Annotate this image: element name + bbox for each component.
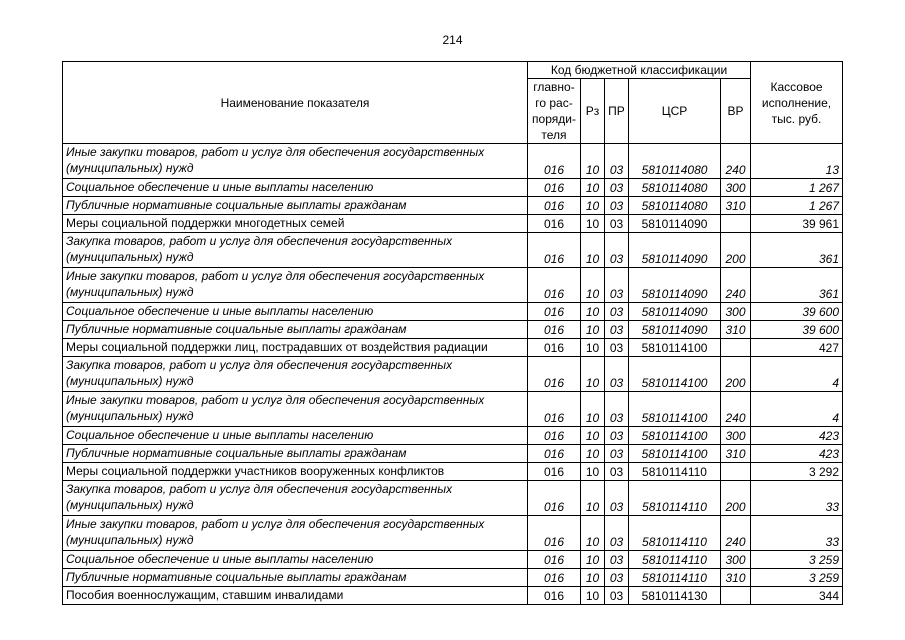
row-name: Закупка товаров, работ и услуг для обеспечения государственных (муниципальных) нужд <box>63 233 528 268</box>
row-rz-code: 10 <box>581 215 605 233</box>
row-admin-code: 016 <box>528 179 581 197</box>
budget-table <box>62 61 843 605</box>
row-csr-code: 5810114110 <box>629 516 721 551</box>
header-cash-execution: Кассовое исполнение, тыс. руб. <box>751 62 843 144</box>
row-pr-code: 03 <box>605 445 629 463</box>
row-pr-code: 03 <box>605 179 629 197</box>
row-rz-code: 10 <box>581 144 605 179</box>
table-row <box>63 392 843 427</box>
table-body <box>63 144 843 605</box>
row-rz-code: 10 <box>581 357 605 392</box>
row-name: Иные закупки товаров, работ и услуг для обеспечения государственных (муниципальных) нужд <box>63 392 528 427</box>
row-vr-code: 240 <box>721 144 751 179</box>
row-vr-code <box>721 215 751 233</box>
header-vr: ВР <box>721 79 751 144</box>
row-admin-code: 016 <box>528 392 581 427</box>
table-row <box>63 233 843 268</box>
row-name: Иные закупки товаров, работ и услуг для обеспечения государственных (муниципальных) нужд <box>63 516 528 551</box>
row-pr-code: 03 <box>605 303 629 321</box>
row-csr-code: 5810114100 <box>629 392 721 427</box>
row-csr-code: 5810114080 <box>629 179 721 197</box>
row-name: Меры социальной поддержки лиц, пострадавших от воздействия радиации <box>63 339 528 357</box>
row-pr-code: 03 <box>605 481 629 516</box>
row-pr-code: 03 <box>605 215 629 233</box>
row-rz-code: 10 <box>581 303 605 321</box>
row-rz-code: 10 <box>581 339 605 357</box>
row-pr-code: 03 <box>605 144 629 179</box>
row-amount: 13 <box>751 144 843 179</box>
row-pr-code: 03 <box>605 392 629 427</box>
row-rz-code: 10 <box>581 551 605 569</box>
row-name: Меры социальной поддержки участников вооруженных конфликтов <box>63 463 528 481</box>
row-amount: 39 600 <box>751 303 843 321</box>
row-admin-code: 016 <box>528 569 581 587</box>
row-vr-code: 300 <box>721 179 751 197</box>
header-csr: ЦСР <box>629 79 721 144</box>
row-csr-code: 5810114100 <box>629 339 721 357</box>
row-pr-code: 03 <box>605 321 629 339</box>
row-vr-code: 310 <box>721 197 751 215</box>
row-name: Социальное обеспечение и иные выплаты населению <box>63 303 528 321</box>
table-row <box>63 445 843 463</box>
row-csr-code: 5810114110 <box>629 551 721 569</box>
row-vr-code: 310 <box>721 445 751 463</box>
row-admin-code: 016 <box>528 445 581 463</box>
row-rz-code: 10 <box>581 427 605 445</box>
row-name: Публичные нормативные социальные выплаты гражданам <box>63 321 528 339</box>
row-admin-code: 016 <box>528 463 581 481</box>
row-vr-code: 200 <box>721 357 751 392</box>
row-csr-code: 5810114100 <box>629 357 721 392</box>
row-rz-code: 10 <box>581 392 605 427</box>
row-admin-code: 016 <box>528 516 581 551</box>
table-row <box>63 481 843 516</box>
row-csr-code: 5810114080 <box>629 144 721 179</box>
row-name: Публичные нормативные социальные выплаты гражданам <box>63 569 528 587</box>
row-vr-code: 240 <box>721 268 751 303</box>
row-amount: 39 600 <box>751 321 843 339</box>
table-row <box>63 215 843 233</box>
row-amount: 39 961 <box>751 215 843 233</box>
table-row <box>63 551 843 569</box>
row-rz-code: 10 <box>581 445 605 463</box>
row-vr-code: 240 <box>721 392 751 427</box>
row-amount: 427 <box>751 339 843 357</box>
row-amount: 3 259 <box>751 551 843 569</box>
row-admin-code: 016 <box>528 303 581 321</box>
row-csr-code: 5810114090 <box>629 215 721 233</box>
row-admin-code: 016 <box>528 197 581 215</box>
row-admin-code: 016 <box>528 551 581 569</box>
row-csr-code: 5810114100 <box>629 445 721 463</box>
row-name: Закупка товаров, работ и услуг для обеспечения государственных (муниципальных) нужд <box>63 481 528 516</box>
row-name: Социальное обеспечение и иные выплаты населению <box>63 427 528 445</box>
row-vr-code <box>721 463 751 481</box>
row-amount: 33 <box>751 481 843 516</box>
row-amount: 3 292 <box>751 463 843 481</box>
row-pr-code: 03 <box>605 233 629 268</box>
row-csr-code: 5810114110 <box>629 481 721 516</box>
row-pr-code: 03 <box>605 339 629 357</box>
row-csr-code: 5810114100 <box>629 427 721 445</box>
row-pr-code: 03 <box>605 197 629 215</box>
table-row <box>63 144 843 179</box>
row-name: Меры социальной поддержки многодетных семей <box>63 215 528 233</box>
header-classification-code: Код бюджетной классификации <box>528 62 751 79</box>
row-name: Иные закупки товаров, работ и услуг для обеспечения государственных (муниципальных) нужд <box>63 144 528 179</box>
row-vr-code: 300 <box>721 551 751 569</box>
row-pr-code: 03 <box>605 357 629 392</box>
row-rz-code: 10 <box>581 268 605 303</box>
table-row <box>63 268 843 303</box>
table-header <box>63 62 843 144</box>
header-admin: главно-го рас-поряди-теля <box>528 79 581 144</box>
row-pr-code: 03 <box>605 551 629 569</box>
row-vr-code: 300 <box>721 303 751 321</box>
row-admin-code: 016 <box>528 321 581 339</box>
row-csr-code: 5810114110 <box>629 569 721 587</box>
row-admin-code: 016 <box>528 144 581 179</box>
row-amount: 344 <box>751 587 843 605</box>
row-rz-code: 10 <box>581 463 605 481</box>
table-row <box>63 463 843 481</box>
row-admin-code: 016 <box>528 357 581 392</box>
row-admin-code: 016 <box>528 215 581 233</box>
row-name: Иные закупки товаров, работ и услуг для обеспечения государственных (муниципальных) нужд <box>63 268 528 303</box>
row-amount: 1 267 <box>751 197 843 215</box>
row-rz-code: 10 <box>581 179 605 197</box>
row-vr-code: 200 <box>721 481 751 516</box>
row-rz-code: 10 <box>581 321 605 339</box>
row-name: Публичные нормативные социальные выплаты гражданам <box>63 197 528 215</box>
row-admin-code: 016 <box>528 427 581 445</box>
table-row <box>63 516 843 551</box>
row-admin-code: 016 <box>528 481 581 516</box>
row-rz-code: 10 <box>581 197 605 215</box>
row-pr-code: 03 <box>605 427 629 445</box>
row-name: Социальное обеспечение и иные выплаты населению <box>63 179 528 197</box>
row-rz-code: 10 <box>581 233 605 268</box>
row-csr-code: 5810114090 <box>629 303 721 321</box>
row-vr-code: 200 <box>721 233 751 268</box>
header-name: Наименование показателя <box>63 62 528 144</box>
row-vr-code: 300 <box>721 427 751 445</box>
row-rz-code: 10 <box>581 569 605 587</box>
row-admin-code: 016 <box>528 233 581 268</box>
row-amount: 4 <box>751 357 843 392</box>
row-amount: 423 <box>751 427 843 445</box>
row-admin-code: 016 <box>528 587 581 605</box>
page-number: 214 <box>442 33 463 47</box>
table-row <box>63 357 843 392</box>
row-pr-code: 03 <box>605 587 629 605</box>
row-admin-code: 016 <box>528 339 581 357</box>
row-csr-code: 5810114090 <box>629 321 721 339</box>
table-row <box>63 179 843 197</box>
table-row <box>63 587 843 605</box>
row-vr-code <box>721 587 751 605</box>
row-amount: 4 <box>751 392 843 427</box>
row-name: Социальное обеспечение и иные выплаты населению <box>63 551 528 569</box>
row-csr-code: 5810114090 <box>629 233 721 268</box>
row-amount: 361 <box>751 233 843 268</box>
row-rz-code: 10 <box>581 481 605 516</box>
row-vr-code: 240 <box>721 516 751 551</box>
row-pr-code: 03 <box>605 516 629 551</box>
row-pr-code: 03 <box>605 463 629 481</box>
header-rz: Рз <box>581 79 605 144</box>
row-rz-code: 10 <box>581 516 605 551</box>
row-pr-code: 03 <box>605 569 629 587</box>
row-vr-code <box>721 339 751 357</box>
row-vr-code: 310 <box>721 569 751 587</box>
table-row <box>63 303 843 321</box>
row-amount: 1 267 <box>751 179 843 197</box>
row-csr-code: 5810114110 <box>629 463 721 481</box>
row-admin-code: 016 <box>528 268 581 303</box>
table-row <box>63 197 843 215</box>
row-csr-code: 5810114090 <box>629 268 721 303</box>
header-pr: ПР <box>605 79 629 144</box>
row-csr-code: 5810114130 <box>629 587 721 605</box>
table-row <box>63 427 843 445</box>
table-row <box>63 321 843 339</box>
row-amount: 423 <box>751 445 843 463</box>
row-name: Закупка товаров, работ и услуг для обеспечения государственных (муниципальных) нужд <box>63 357 528 392</box>
row-vr-code: 310 <box>721 321 751 339</box>
row-pr-code: 03 <box>605 268 629 303</box>
table-row <box>63 339 843 357</box>
row-amount: 3 259 <box>751 569 843 587</box>
row-name: Публичные нормативные социальные выплаты гражданам <box>63 445 528 463</box>
table-row <box>63 569 843 587</box>
row-name: Пособия военнослужащим, ставшим инвалидами <box>63 587 528 605</box>
row-rz-code: 10 <box>581 587 605 605</box>
row-amount: 361 <box>751 268 843 303</box>
row-amount: 33 <box>751 516 843 551</box>
row-csr-code: 5810114080 <box>629 197 721 215</box>
